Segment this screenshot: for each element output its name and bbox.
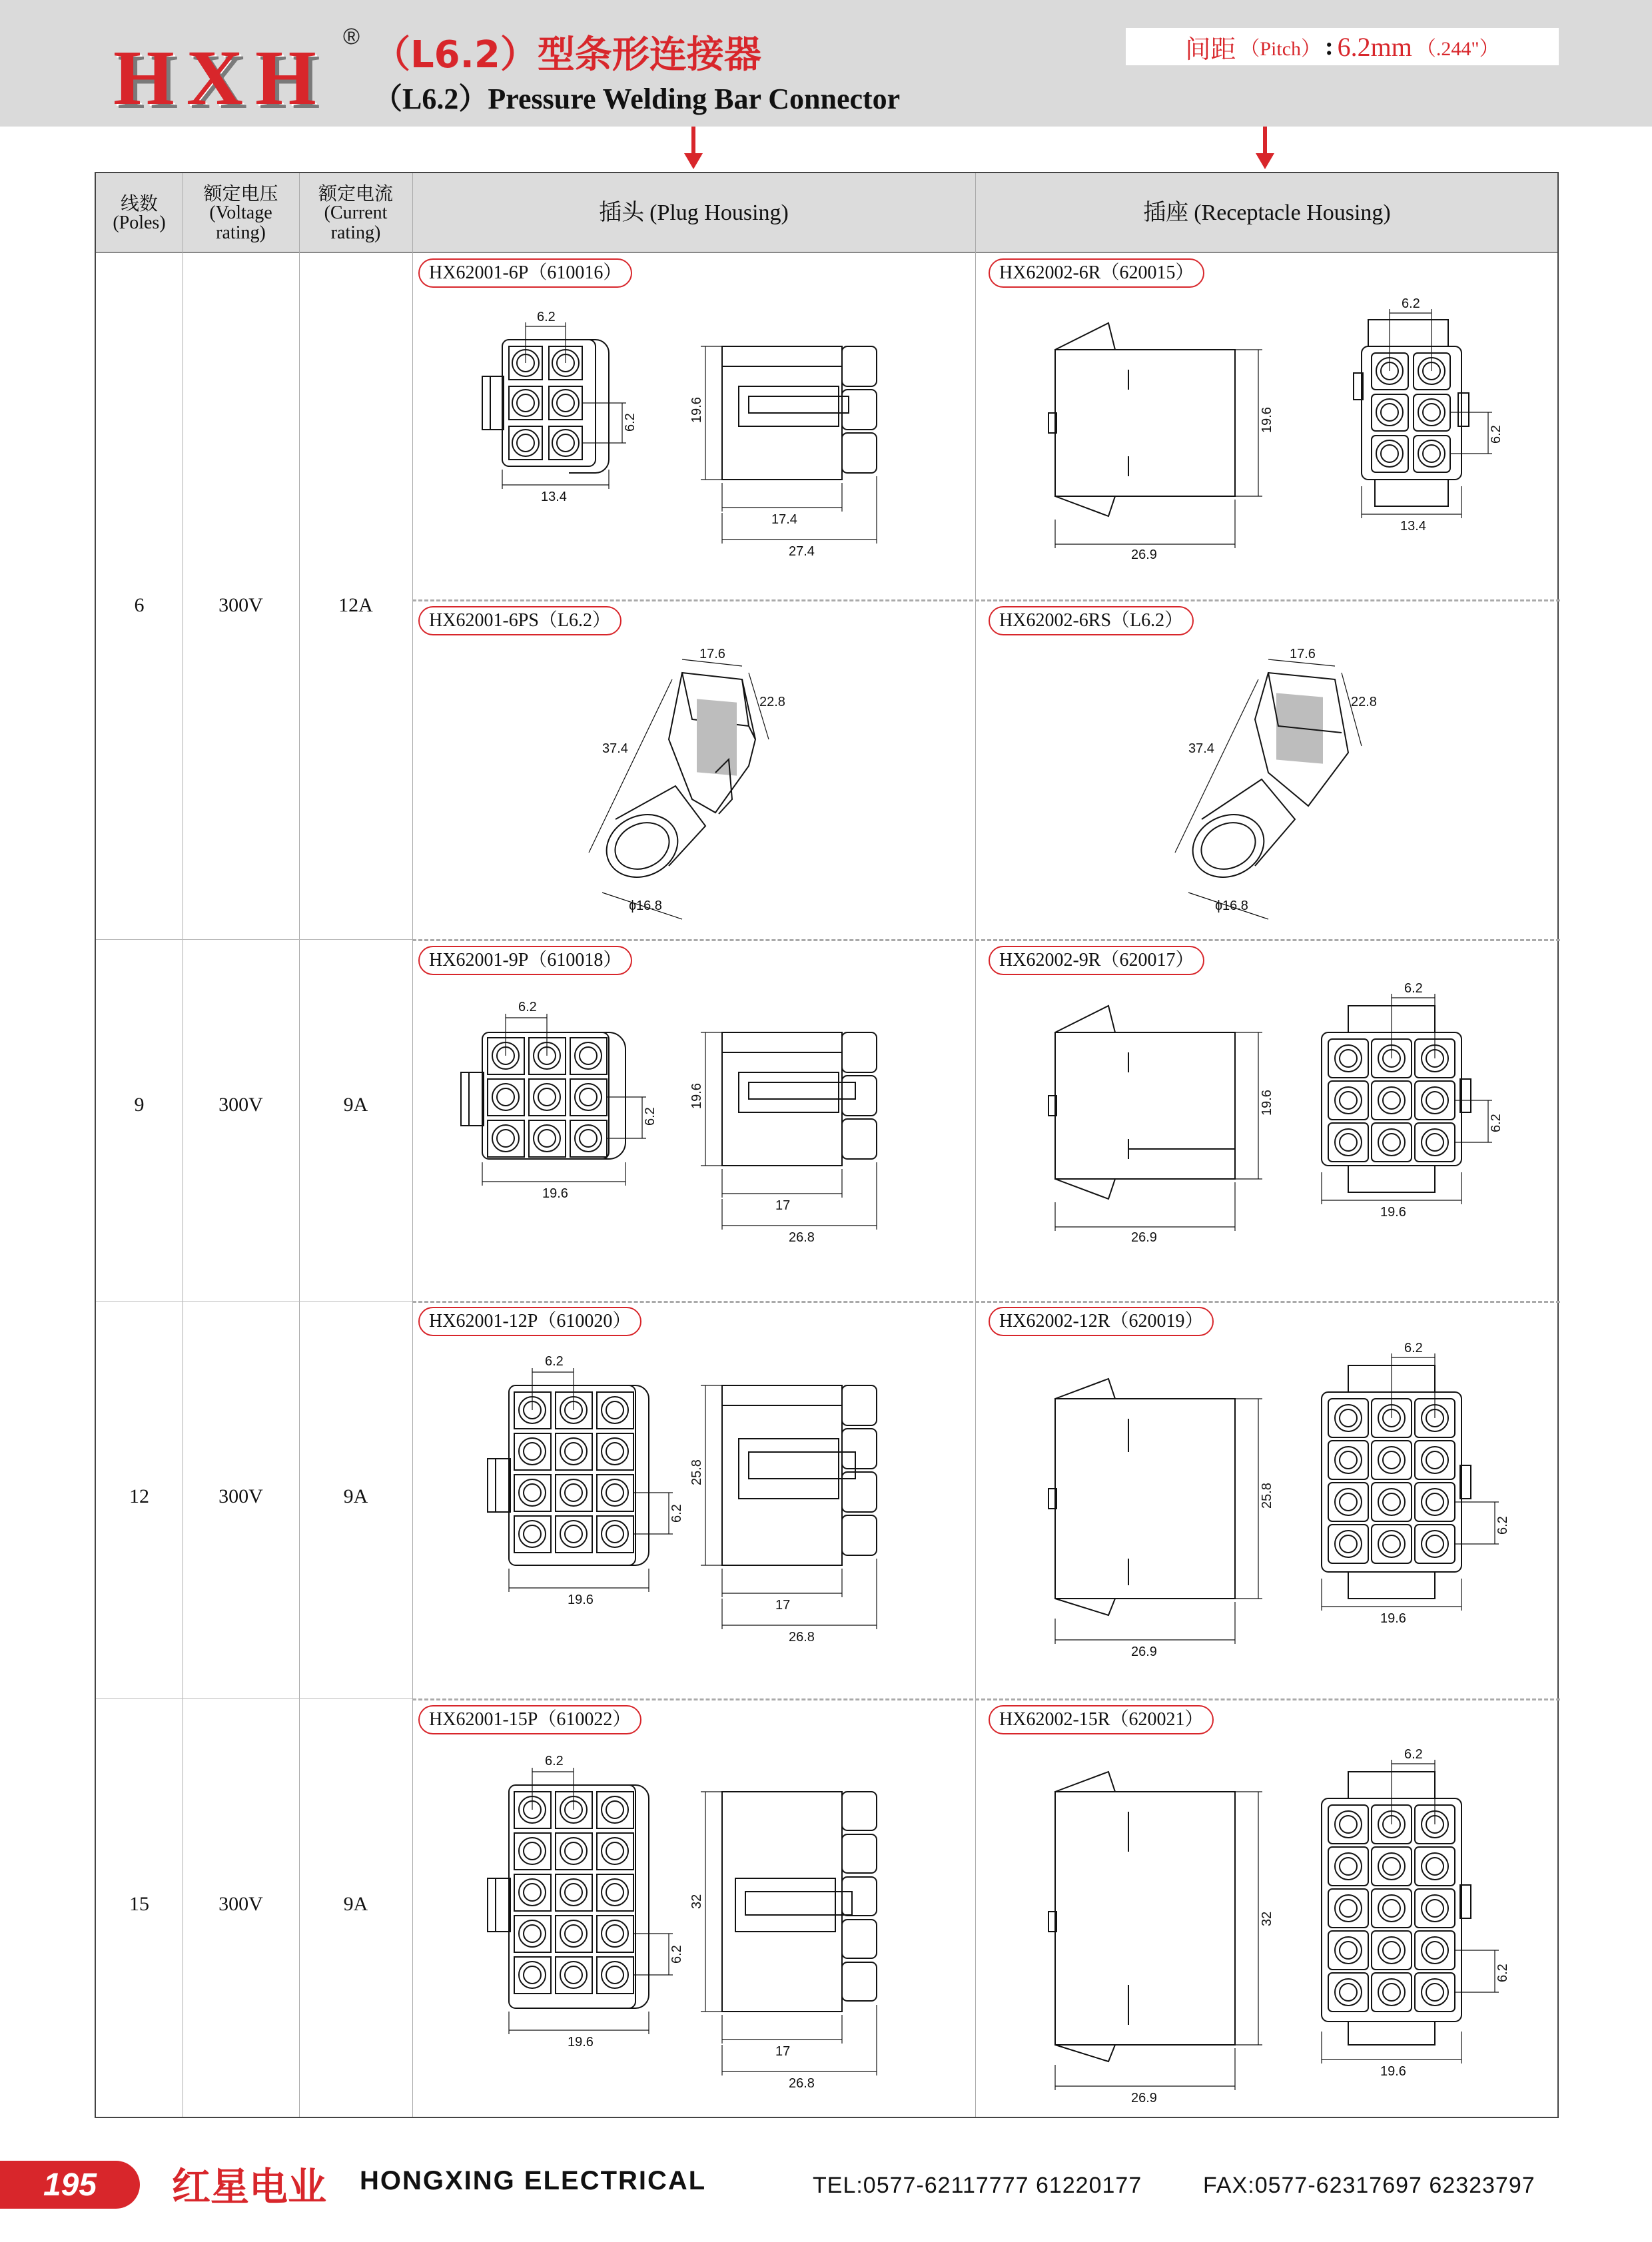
- dim-6r-len: 26.9: [1131, 548, 1157, 562]
- model-plug-6ps: HX62001-6PS（L6.2）: [418, 606, 621, 635]
- dim-9p-len2: 26.8: [789, 1230, 815, 1245]
- page-number: 195: [0, 2161, 140, 2209]
- header-poles-cn: 线数: [120, 192, 158, 214]
- header-voltage-cn: 额定电压: [203, 182, 278, 204]
- recept-12r-side-drawing: [1042, 1365, 1295, 1665]
- recept-15r-side-drawing: [1042, 1758, 1295, 2111]
- dim-6ps-d3: 37.4: [602, 741, 628, 756]
- pitch-mm: 6.2mm: [1337, 31, 1412, 62]
- current-6: 12A: [338, 594, 373, 616]
- model-plug-6p: HX62001-6P（610016）: [418, 258, 632, 288]
- pitch-box: [1126, 28, 1559, 65]
- row-sep-3: [412, 1698, 1560, 1700]
- plug-15p-front-drawing: [442, 1745, 709, 2105]
- poles-9: 9: [134, 1094, 145, 1116]
- model-recept-9r: HX62002-9R（620017）: [989, 946, 1204, 975]
- dim-6ps-d1: 17.6: [699, 647, 725, 661]
- company-name-cn: 红星电业: [172, 2164, 327, 2209]
- dim-6p-len1: 17.4: [771, 512, 797, 527]
- dim-9r-pitch2: 6.2: [1489, 1114, 1503, 1132]
- plug-12p-side-drawing: [689, 1372, 942, 1665]
- dim-6rs-d4: ɸ16.8: [1215, 899, 1248, 913]
- header-receptacle: [975, 173, 1559, 253]
- header-voltage-en2: rating): [216, 222, 266, 243]
- pitch-label-cn: 间距: [1185, 34, 1236, 64]
- model-plug-12p: HX62001-12P（610020）: [418, 1307, 641, 1336]
- plug-9p-side-drawing: [689, 1019, 942, 1259]
- dim-6rs-d2: 22.8: [1351, 695, 1377, 709]
- voltage-9: 300V: [218, 1094, 263, 1116]
- header-plug-en: (Plug Housing): [649, 200, 789, 226]
- pitch-inch: （.244"）: [1416, 38, 1499, 60]
- dim-9r-pitch: 6.2: [1404, 981, 1423, 996]
- dim-12r-pitch2: 6.2: [1495, 1516, 1510, 1535]
- dim-6p-width: 13.4: [541, 490, 567, 504]
- header-poles-en: (Poles): [113, 212, 166, 233]
- pitch-colon: :: [1325, 33, 1334, 61]
- voltage-12: 300V: [218, 1485, 263, 1507]
- header-plug-cn: 插头: [599, 199, 645, 226]
- model-plug-15p: HX62001-15P（610022）: [418, 1705, 641, 1734]
- dim-9p-height: 19.6: [689, 1083, 704, 1109]
- plug-15p-side-drawing: [682, 1778, 935, 2111]
- model-recept-15r: HX62002-15R（620021）: [989, 1705, 1214, 1734]
- dim-9r-width: 19.6: [1380, 1205, 1406, 1220]
- title-chinese: （L6.2）型条形连接器: [373, 33, 761, 77]
- dim-6r-width: 13.4: [1400, 519, 1426, 534]
- row-sep-1: [412, 939, 1560, 941]
- header-poles: [96, 173, 183, 253]
- dim-6p-height: 19.6: [689, 397, 704, 423]
- dim-9r-len: 26.9: [1131, 1230, 1157, 1245]
- dim-15r-pitch: 6.2: [1404, 1747, 1423, 1762]
- header-voltage: [183, 173, 299, 253]
- dim-6rs-d3: 37.4: [1188, 741, 1214, 756]
- dim-6r-pitch2: 6.2: [1489, 425, 1503, 444]
- recept-6rs-iso-drawing: [1135, 639, 1415, 933]
- header-current-en2: rating): [330, 222, 381, 243]
- plug-6p-side-drawing: [689, 333, 942, 573]
- header-plug: [412, 173, 975, 253]
- company-name-en: HONGXING ELECTRICAL: [360, 2166, 707, 2195]
- page-header: [0, 0, 1652, 127]
- current-12: 9A: [343, 1485, 368, 1507]
- dim-9p-pitch2: 6.2: [643, 1107, 657, 1126]
- model-recept-6rs: HX62002-6RS（L6.2）: [989, 606, 1194, 635]
- dim-15p-len2: 26.8: [789, 2076, 815, 2091]
- col-sep-2: [299, 173, 300, 2117]
- dim-15p-pitch: 6.2: [545, 1754, 564, 1768]
- row-sep-6s: [412, 599, 1560, 601]
- recept-9r-side-drawing: [1042, 999, 1295, 1252]
- plug-arrow-icon: [691, 127, 695, 155]
- dim-6r-height: 19.6: [1260, 407, 1274, 433]
- dim-9p-width: 19.6: [542, 1186, 568, 1201]
- recept-6r-front-drawing: [1335, 286, 1555, 566]
- model-plug-9p: HX62001-9P（610018）: [418, 946, 632, 975]
- row-sep-2: [412, 1301, 1560, 1303]
- spec-table: [95, 172, 1559, 2118]
- dim-6rs-d1: 17.6: [1290, 647, 1316, 661]
- brand-logo: HXH: [113, 34, 328, 121]
- recept-6r-side-drawing: [1042, 316, 1295, 569]
- footer-telephone: TEL:0577-62117777 61220177: [813, 2173, 1142, 2198]
- dim-12p-len2: 26.8: [789, 1630, 815, 1645]
- dim-15r-len: 26.9: [1131, 2091, 1157, 2105]
- dim-6p-pitch: 6.2: [537, 310, 556, 324]
- dim-12r-len: 26.9: [1131, 1645, 1157, 1659]
- row-sep-1-left: [96, 939, 412, 940]
- dim-9p-pitch: 6.2: [518, 1000, 537, 1014]
- dim-12p-height: 25.8: [689, 1459, 704, 1485]
- header-voltage-en1: (Voltage: [209, 202, 272, 224]
- header-current-en1: (Current: [324, 202, 388, 224]
- dim-12p-len1: 17: [775, 1598, 791, 1613]
- header-current: [299, 173, 412, 253]
- dim-12p-pitch2: 6.2: [669, 1504, 684, 1523]
- model-recept-12r: HX62002-12R（620019）: [989, 1307, 1214, 1336]
- col-sep-4: [975, 173, 976, 2117]
- dim-12p-pitch: 6.2: [545, 1354, 564, 1369]
- dim-15p-pitch2: 6.2: [669, 1945, 684, 1964]
- dim-6ps-d2: 22.8: [759, 695, 785, 709]
- dim-12r-height: 25.8: [1260, 1483, 1274, 1509]
- receptacle-arrow-icon: [1263, 127, 1267, 155]
- dim-15p-height: 32: [689, 1894, 704, 1909]
- dim-15p-len1: 17: [775, 2044, 791, 2059]
- dim-15r-width: 19.6: [1380, 2064, 1406, 2079]
- plug-6ps-iso-drawing: [549, 639, 829, 933]
- poles-15: 15: [129, 1893, 149, 1915]
- col-sep-3: [412, 173, 413, 2117]
- header-recept-cn: 插座: [1143, 199, 1189, 226]
- dim-15r-pitch2: 6.2: [1495, 1964, 1510, 1982]
- row-sep-2-left: [96, 1301, 412, 1302]
- dim-12p-width: 19.6: [568, 1593, 594, 1607]
- dim-6ps-d4: ɸ16.8: [629, 899, 662, 913]
- footer-fax: FAX:0577-62317697 62323797: [1203, 2173, 1535, 2198]
- recept-9r-front-drawing: [1295, 972, 1555, 1252]
- header-recept-en: (Receptacle Housing): [1194, 200, 1391, 226]
- dim-6p-pitch2: 6.2: [623, 413, 637, 432]
- recept-12r-front-drawing: [1295, 1332, 1555, 1665]
- recept-15r-front-drawing: [1295, 1738, 1555, 2111]
- plug-12p-front-drawing: [442, 1345, 709, 1659]
- registered-mark: ®: [343, 24, 360, 49]
- row-sep-3-left: [96, 1698, 412, 1699]
- table-header: [96, 173, 1557, 253]
- poles-12: 12: [129, 1485, 149, 1507]
- header-current-cn: 额定电流: [318, 182, 393, 204]
- pitch-label-en: （Pitch）: [1240, 38, 1322, 60]
- voltage-6: 300V: [218, 594, 263, 616]
- dim-12r-pitch: 6.2: [1404, 1341, 1423, 1355]
- plug-9p-front-drawing: [442, 992, 709, 1246]
- dim-15r-height: 32: [1260, 1911, 1274, 1926]
- dim-12r-width: 19.6: [1380, 1611, 1406, 1626]
- dim-6r-pitch: 6.2: [1402, 296, 1420, 311]
- current-9: 9A: [343, 1094, 368, 1116]
- current-15: 9A: [343, 1893, 368, 1915]
- dim-9p-len1: 17: [775, 1198, 791, 1213]
- dim-9r-height: 19.6: [1260, 1090, 1274, 1116]
- poles-6: 6: [134, 594, 145, 616]
- voltage-15: 300V: [218, 1893, 263, 1915]
- dim-15p-width: 19.6: [568, 2035, 594, 2050]
- title-english: （L6.2）Pressure Welding Bar Connector: [373, 83, 901, 115]
- model-recept-6r: HX62002-6R（620015）: [989, 258, 1204, 288]
- dim-6p-len2: 27.4: [789, 544, 815, 559]
